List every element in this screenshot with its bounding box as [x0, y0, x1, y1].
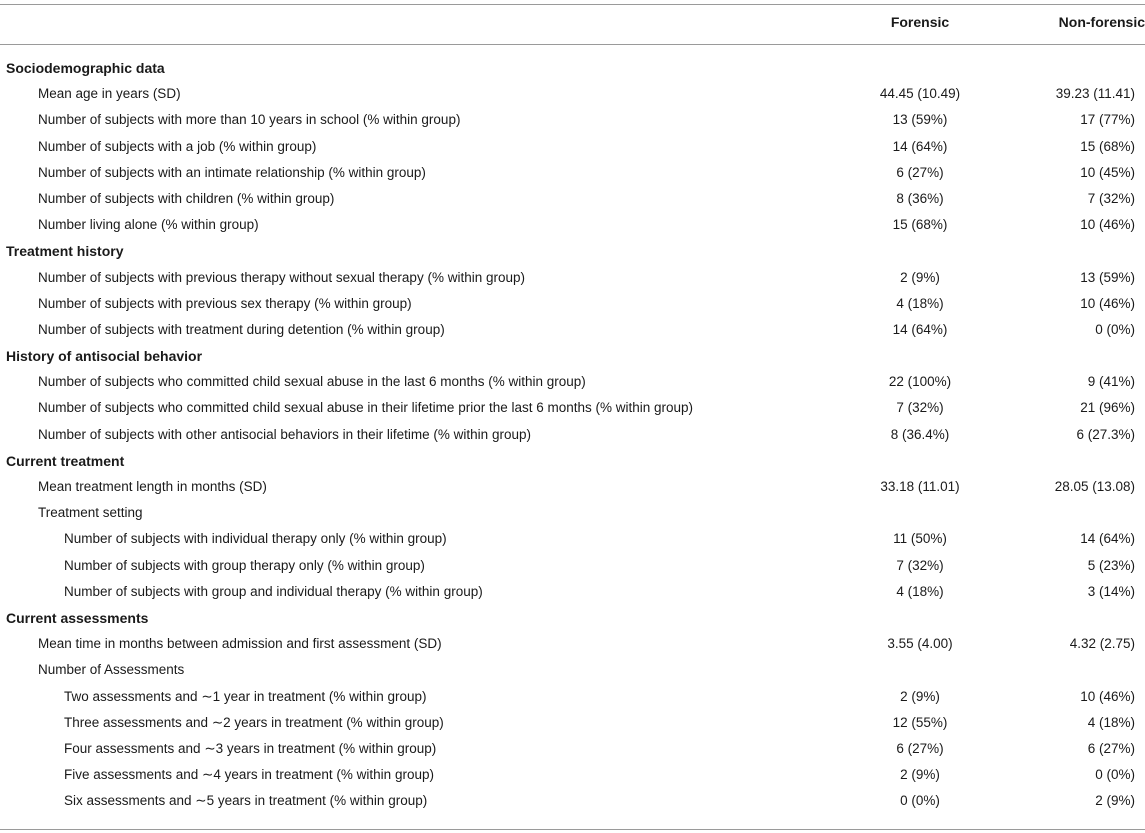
section-header-row: [0, 449, 1145, 475]
row-label: Mean time in months between admission and first assessment (SD): [38, 636, 442, 652]
table-row: [0, 501, 1145, 527]
section-title: Treatment history: [6, 243, 124, 260]
cell-non-forensic: 6 (27.3%): [1076, 426, 1135, 442]
table-bottom-rule: [0, 829, 1145, 830]
cell-non-forensic: 10 (45%): [1080, 164, 1135, 180]
cell-forensic: 6 (27%): [896, 164, 944, 180]
cell-forensic: 2 (9%): [900, 767, 940, 783]
column-header-forensic: Forensic: [890, 14, 950, 30]
row-label: Mean treatment length in months (SD): [38, 479, 267, 494]
cell-non-forensic: 21 (96%): [1080, 400, 1135, 416]
cell-forensic: 2 (9%): [900, 688, 940, 704]
cell-non-forensic: 39.23 (11.41): [1055, 86, 1135, 102]
table-body: [0, 56, 1145, 815]
table-row: [0, 82, 1145, 108]
row-label: Number of subjects with treatment during detention (% within group): [38, 321, 445, 337]
section-header-row: [0, 344, 1145, 370]
row-label: Number of Assessments: [38, 662, 185, 678]
row-label: Number living alone (% within group): [38, 217, 259, 233]
table-row: [0, 423, 1145, 449]
cell-non-forensic: 5 (23%): [1087, 557, 1135, 573]
table-row: [0, 580, 1145, 606]
cell-non-forensic: 9 (41%): [1087, 374, 1135, 390]
cell-non-forensic: 0 (0%): [1095, 767, 1135, 783]
row-label: Number of subjects with previous sex therapy (% within group): [38, 295, 412, 311]
row-label: Four assessments and ∼3 years in treatment (% within group): [64, 740, 437, 756]
row-label: Six assessments and ∼5 years in treatment (% within group): [64, 793, 428, 809]
row-label: Number of subjects with individual therapy only (% within group): [64, 531, 447, 547]
table-row: [0, 108, 1145, 134]
cell-non-forensic: 4 (18%): [1087, 714, 1135, 730]
section-header-row: [0, 56, 1145, 82]
row-label: Number of subjects with an intimate relationship (% within group): [38, 164, 426, 180]
cell-forensic: 22 (100%): [888, 374, 952, 390]
table-row: [0, 475, 1145, 501]
cell-forensic: 0 (0%): [900, 793, 940, 809]
section-title: History of antisocial behavior: [6, 348, 203, 365]
row-label: Number of subjects with other antisocial behaviors in their lifetime (% within group): [38, 426, 531, 442]
cell-forensic: 6 (27%): [896, 740, 944, 756]
column-header-non-forensic: Non-forensic: [1058, 14, 1145, 30]
row-label: Number of subjects with children (% within group): [38, 190, 335, 206]
row-label: Treatment setting: [38, 505, 143, 521]
table-header-rule: [0, 44, 1145, 45]
cell-forensic: 2 (9%): [900, 269, 940, 285]
row-label: Mean age in years (SD): [38, 86, 181, 102]
cell-forensic: 11 (50%): [893, 531, 947, 547]
cell-forensic: 3.55 (4.00): [887, 636, 953, 652]
cell-non-forensic: 15 (68%): [1080, 138, 1135, 154]
cell-non-forensic: 10 (46%): [1080, 688, 1135, 704]
table-row: [0, 370, 1145, 396]
section-title: Current treatment: [6, 452, 125, 469]
row-label: Number of subjects who committed child sexual abuse in the last 6 months (% within group): [38, 374, 586, 390]
section-title: Current assessments: [6, 609, 149, 626]
section-title: Sociodemographic data: [6, 60, 165, 76]
cell-non-forensic: 14 (64%): [1080, 531, 1135, 547]
cell-non-forensic: 10 (46%): [1080, 295, 1135, 311]
section-header-row: [0, 606, 1145, 632]
table-row: [0, 685, 1145, 711]
table-row: [0, 292, 1145, 318]
section-header-row: [0, 239, 1145, 265]
table-top-rule: [0, 4, 1145, 5]
table-row: [0, 789, 1145, 815]
cell-non-forensic: 2 (9%): [1095, 793, 1135, 809]
row-label: Number of subjects with previous therapy without sexual therapy (% within group): [38, 269, 525, 285]
table-row: [0, 161, 1145, 187]
table-row: [0, 213, 1145, 239]
table-row: [0, 135, 1145, 161]
cell-non-forensic: 10 (46%): [1080, 217, 1135, 233]
cell-forensic: 8 (36%): [896, 190, 944, 206]
table-row: [0, 527, 1145, 553]
row-label: Number of subjects with more than 10 years in school (% within group): [38, 112, 461, 128]
row-label: Number of subjects who committed child sexual abuse in their lifetime prior the last 6 months (% within group): [38, 400, 694, 416]
table-row: [0, 763, 1145, 789]
cell-non-forensic: 28.05 (13.08): [1054, 479, 1135, 494]
table-row: [0, 266, 1145, 292]
table-row: [0, 318, 1145, 344]
cell-forensic: 33.18 (11.01): [880, 479, 960, 494]
cell-forensic: 4 (18%): [896, 583, 944, 599]
cell-non-forensic: 3 (14%): [1087, 583, 1135, 599]
cell-non-forensic: 7 (32%): [1087, 190, 1135, 206]
table-row: [0, 396, 1145, 422]
cell-forensic: 14 (64%): [892, 321, 948, 337]
cell-forensic: 4 (18%): [896, 295, 944, 311]
cell-non-forensic: 6 (27%): [1087, 740, 1135, 756]
row-label: Five assessments and ∼4 years in treatment (% within group): [64, 767, 434, 783]
table-row: [0, 658, 1145, 684]
table-row: [0, 737, 1145, 763]
cell-non-forensic: 13 (59%): [1080, 269, 1135, 285]
cell-non-forensic: 17 (77%): [1080, 112, 1135, 128]
cell-non-forensic: 4.32 (2.75): [1069, 636, 1135, 652]
table-row: [0, 711, 1145, 737]
cell-forensic: 14 (64%): [892, 138, 948, 154]
cell-forensic: 44.45 (10.49): [879, 86, 961, 102]
cell-forensic: 12 (55%): [892, 714, 948, 730]
table-row: [0, 187, 1145, 213]
cell-non-forensic: 0 (0%): [1095, 321, 1135, 337]
table-row: [0, 632, 1145, 658]
row-label: Number of subjects with group and individual therapy (% within group): [64, 583, 483, 599]
row-label: Number of subjects with a job (% within group): [38, 138, 317, 154]
cell-forensic: 13 (59%): [892, 112, 948, 128]
cell-forensic: 7 (32%): [896, 400, 944, 416]
cell-forensic: 8 (36.4%): [890, 426, 950, 442]
row-label: Three assessments and ∼2 years in treatment (% within group): [64, 714, 444, 730]
row-label: Number of subjects with group therapy only (% within group): [64, 557, 425, 573]
table-row: [0, 554, 1145, 580]
row-label: Two assessments and ∼1 year in treatment (% within group): [64, 688, 427, 704]
cell-forensic: 7 (32%): [896, 557, 944, 573]
cell-forensic: 15 (68%): [892, 217, 948, 233]
